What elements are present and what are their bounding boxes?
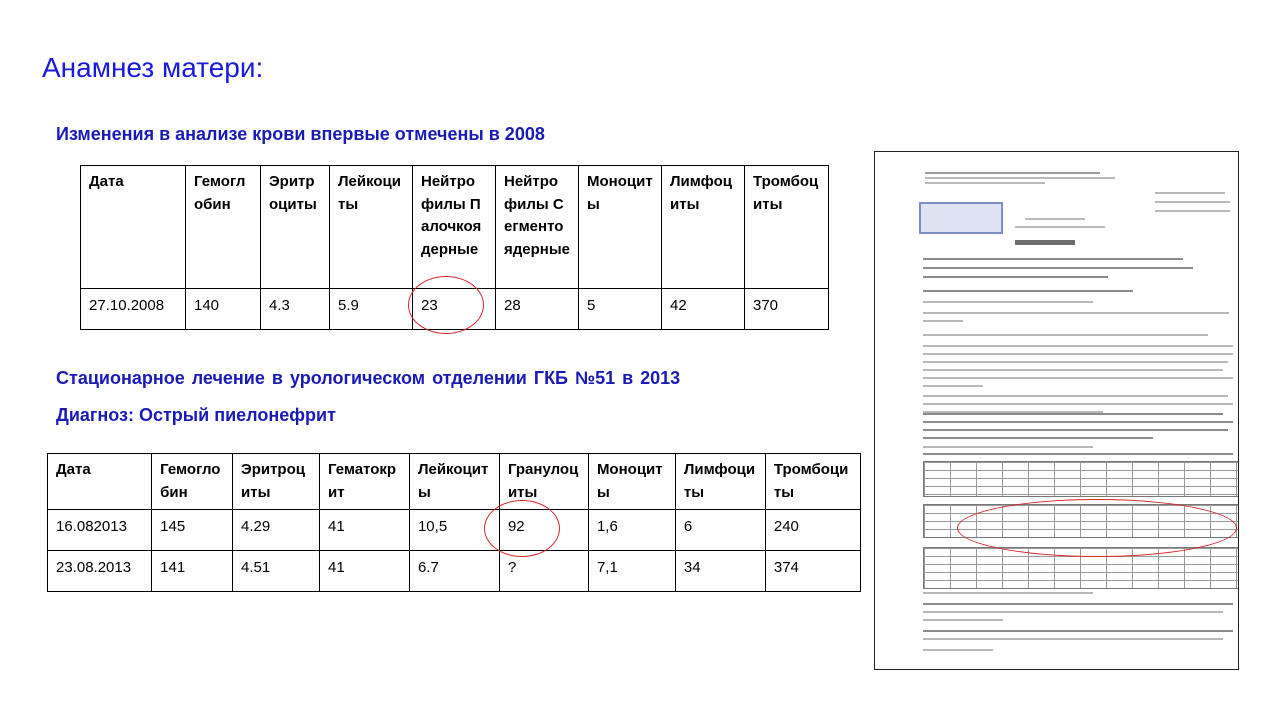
table-row (48, 510, 861, 551)
header-cell: Лимфоциты (675, 454, 765, 510)
table-cell: 6 (675, 510, 765, 551)
header-cell: Гематокрит (319, 454, 409, 510)
table-cell: 16.082013 (48, 510, 152, 551)
table-cell: 374 (765, 551, 860, 592)
header-cell: Лейкоциты (409, 454, 499, 510)
table-cell: 7,1 (588, 551, 675, 592)
section1-heading: Изменения в анализе крови впервые отмечены в 2008 (56, 124, 545, 144)
table-cell: ? (499, 551, 588, 592)
table-cell: 1,6 (588, 510, 675, 551)
diagnosis-line: Диагноз: Острый пиелонефрит (56, 405, 336, 425)
header-cell: Эритроциты (261, 166, 330, 289)
table-cell: 23.08.2013 (48, 551, 152, 592)
highlight-oval-scan (957, 499, 1237, 557)
table-cell: 140 (186, 289, 261, 330)
table-row (48, 551, 861, 592)
table-cell: 41 (319, 551, 409, 592)
table-cell: 92 (499, 510, 588, 551)
header-cell: Тромбоциты (745, 166, 829, 289)
table-cell: 28 (496, 289, 579, 330)
header-cell: Нейтрофилы Палочкоядерные (413, 166, 496, 289)
table-cell: 370 (745, 289, 829, 330)
table-header-row (81, 166, 829, 289)
table-cell: 10,5 (409, 510, 499, 551)
header-cell: Дата (48, 454, 152, 510)
table-cell: 4.29 (233, 510, 320, 551)
highlight-circle-granulocytes (484, 500, 560, 557)
table-cell: 4.51 (233, 551, 320, 592)
table-cell: 23 (413, 289, 496, 330)
header-cell: Нейтрофилы Сегментоядерные (496, 166, 579, 289)
scanned-document-image (874, 151, 1239, 670)
header-cell: Тромбоциты (765, 454, 860, 510)
table-cell: 5 (579, 289, 662, 330)
table-cell: 4.3 (261, 289, 330, 330)
table-cell: 27.10.2008 (81, 289, 186, 330)
table-cell: 6.7 (409, 551, 499, 592)
table-cell: 145 (152, 510, 233, 551)
header-cell: Лимфоциты (662, 166, 745, 289)
stamp-icon (919, 202, 1003, 234)
header-cell: Гемоглобин (186, 166, 261, 289)
table-cell: 34 (675, 551, 765, 592)
header-cell: Лейкоциты (330, 166, 413, 289)
header-cell: Эритроциты (233, 454, 320, 510)
highlight-circle-neutrophils (408, 276, 484, 334)
table-cell: 41 (319, 510, 409, 551)
table-cell: 42 (662, 289, 745, 330)
document-heading (1015, 240, 1075, 245)
header-cell: Моноциты (579, 166, 662, 289)
table-cell: 5.9 (330, 289, 413, 330)
table-header-row (48, 454, 861, 510)
header-cell: Гемоглобин (152, 454, 233, 510)
header-cell: Моноциты (588, 454, 675, 510)
header-cell: Дата (81, 166, 186, 289)
header-cell: Гранулоциты (499, 454, 588, 510)
table-cell: 141 (152, 551, 233, 592)
slide-title: Анамнез матери: (42, 52, 264, 83)
scan-table-grid (923, 461, 1239, 497)
section2-heading: Стационарное лечение в урологическом отделении ГКБ №51 в 2013 (56, 368, 681, 388)
table-cell: 240 (765, 510, 860, 551)
blood-test-2013-table (47, 453, 861, 592)
